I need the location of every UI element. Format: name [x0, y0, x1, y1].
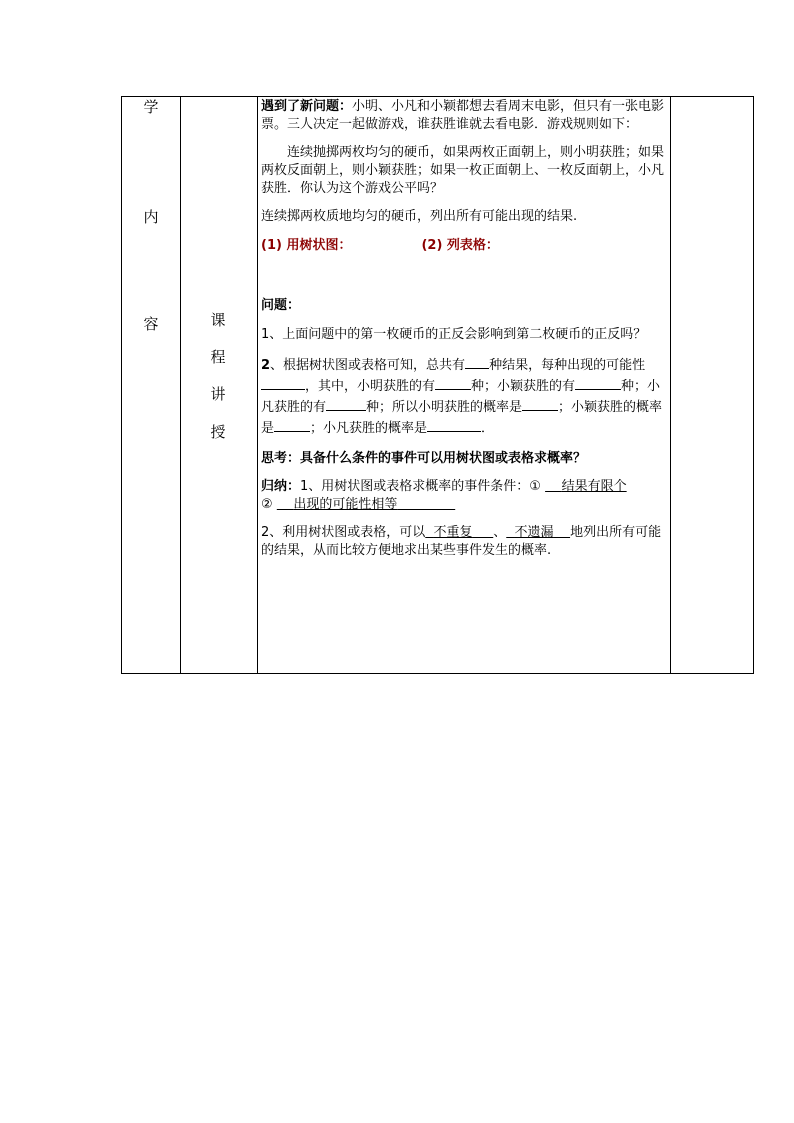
- left-label-char: 内: [143, 208, 159, 226]
- method-tree: (1) 用树状图：: [261, 238, 352, 253]
- task-paragraph: 连续掷两枚质地均匀的硬币，列出所有可能出现的结果.: [261, 209, 578, 224]
- answer-blank: [465, 354, 489, 369]
- section-label-char: 课: [210, 311, 226, 329]
- table-divider-1: [180, 96, 181, 674]
- left-label-char: 学: [143, 98, 159, 116]
- rule-paragraph: 连续抛掷两枚均匀的硬币，如果两枚正面朝上，则小明获胜；如果两枚反面朝上，则小颖获胜；如果一枚正面朝上、一枚反面朝上，小凡获胜．你认为这个游戏公平吗？: [261, 145, 665, 196]
- answer-blank: [435, 375, 471, 390]
- problem-lead: 遇到了新问题: [261, 99, 340, 114]
- table-border-top: [121, 96, 754, 97]
- lesson-table: [121, 96, 754, 674]
- answer-blank: [427, 417, 481, 432]
- problem-colon: ：: [339, 99, 353, 114]
- left-label-char: 容: [143, 315, 159, 333]
- answer-blank: [326, 396, 366, 411]
- table-border-left: [121, 96, 122, 674]
- section-label-char: 授: [210, 423, 226, 441]
- answer-underline: 不遗漏: [514, 525, 554, 540]
- problem-text: 小明、小凡和小颖都想去看周末电影，但只有一张电影票。三人决定一起做游戏，谁获胜谁就去看电影．游戏规则如下：: [261, 99, 665, 132]
- lesson-content: [261, 98, 670, 560]
- table-divider-2: [257, 96, 258, 674]
- think-question: 思考：具备什么条件的事件可以用树状图或表格求概率？: [261, 451, 587, 466]
- method-table: (2) 列表格：: [421, 238, 499, 253]
- question-1: 1、上面问题中的第一枚硬币的正反会影响到第二枚硬币的正反吗？: [261, 327, 647, 342]
- answer-underline: 出现的可能性相等: [293, 497, 398, 512]
- section-label-char: 程: [210, 348, 226, 366]
- methods-line: [261, 237, 670, 255]
- answer-underline: 不重复: [433, 525, 473, 540]
- table-border-bottom: [121, 673, 754, 674]
- summary-1: 归纳：1、用树状图或表格求概率的事件条件：① 结果有限个 ② 出现的可能性相等: [261, 479, 627, 512]
- answer-blank: [522, 396, 558, 411]
- section-label-char: 讲: [210, 385, 226, 403]
- table-divider-3: [670, 96, 671, 674]
- problem-paragraph: [261, 98, 670, 134]
- answer-blank: [261, 375, 305, 390]
- table-border-right: [753, 96, 754, 674]
- answer-underline: 结果有限个: [561, 479, 627, 494]
- question-2: 2、根据树状图或表格可知，总共有 种结果，每种出现的可能性，其中，小明获胜的有 种；小颖获胜的有 种；小凡获胜的有 种；所以小明获胜的概率是 ；小颖获胜的概率是 ；小凡获胜的概率是 ．: [261, 354, 670, 438]
- questions-title: 问题：: [261, 298, 301, 313]
- answer-blank: [575, 375, 621, 390]
- answer-blank: [274, 417, 310, 432]
- summary-2: 2、利用树状图或表格，可以 不重复 、 不遗漏 地列出所有可能的结果，从而比较方便地求出某些事件发生的概率.: [261, 525, 662, 558]
